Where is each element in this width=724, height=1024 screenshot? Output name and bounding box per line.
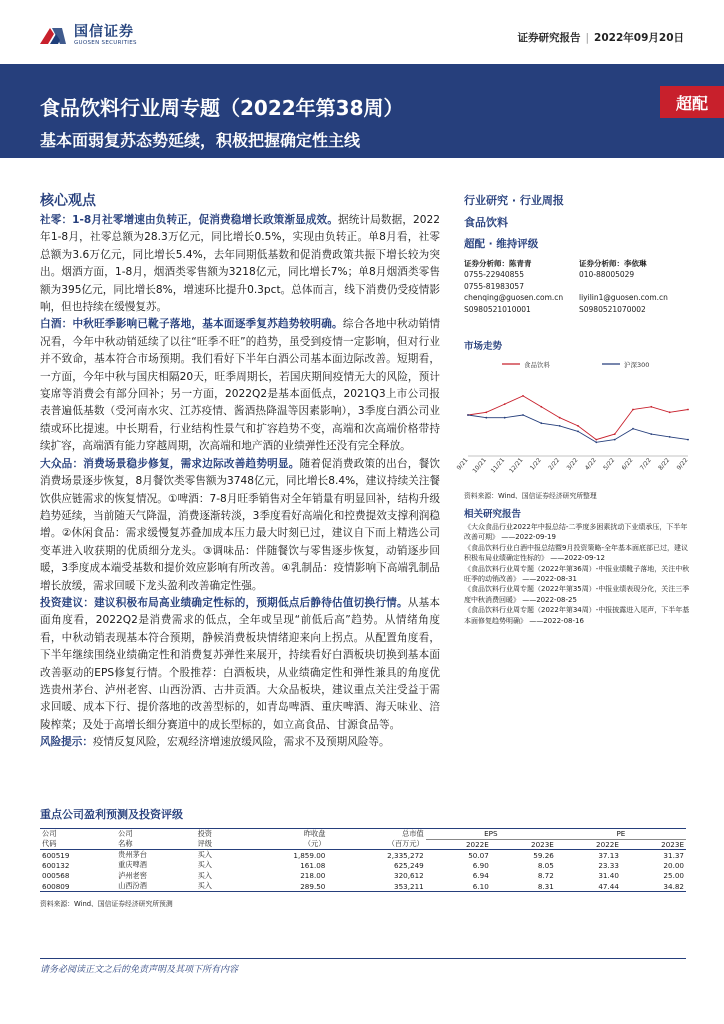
market-title: 市场走势 <box>464 341 503 352</box>
table-cell: 625,249 <box>394 860 424 870</box>
data-point <box>614 439 616 441</box>
report-date: 2022年09月20日 <box>594 32 684 44</box>
core-paragraph <box>40 316 440 455</box>
core-paragraph <box>40 456 440 595</box>
data-point <box>614 433 616 435</box>
data-point <box>522 414 524 416</box>
data-point <box>504 403 506 405</box>
x-tick-label: 4/22 <box>583 456 598 472</box>
th-mcap2: （百万元） <box>327 839 425 850</box>
table-row <box>40 850 686 861</box>
related-item[interactable]: 《食品饮料行业白酒中报总结暨9月投资策略-全年基本面底部已过，建议积极布局业绩确定性标的》 ——2022-09-12 <box>464 543 688 563</box>
x-tick-label: 7/22 <box>638 456 653 472</box>
th-pe: PE <box>556 829 686 840</box>
x-tick-label: 11/21 <box>489 456 507 475</box>
table-header-row <box>40 829 686 840</box>
paragraph-highlight: 风险提示： <box>40 736 93 749</box>
industry-name: 食品饮料 <box>464 216 508 229</box>
analyst-email[interactable]: chenqing@guosen.com.cn <box>464 293 564 303</box>
table-cell: 6.94 <box>472 871 489 881</box>
table-cell: 6.90 <box>472 860 489 870</box>
table-cell: 50.07 <box>468 850 489 860</box>
th-code2: 代码 <box>40 839 116 850</box>
th-price: 昨收盘 <box>240 829 327 840</box>
table-source: 资料来源：Wind、国信证券经济研究所预测 <box>40 900 173 908</box>
core-paragraph <box>40 212 440 316</box>
x-tick-label: 3/22 <box>565 456 580 472</box>
analyst-phone: 0755-22940855 <box>464 270 524 280</box>
paragraph-text: 随着促消费政策的出台，餐饮消费场景逐步恢复，8月餐饮类零售额为3748亿元，同比增长8.4%，建议持续关注餐饮供应链需求的恢复情况。①啤酒：7-8月旺季销售对全年销量有明显回补，结构升级趋势延续，当前随天气降温，消费逐渐转淡，3季度看好高端化和控费提效支撑利润稳增。②休闲食品：需求缓慢复苏叠加成本压力最大时刻已过，建议自下而上精选公司变革进入收获期的优质细分龙头。③调味品：伴随餐饮与零售逐步恢复，动销逐步回暖，3季度成本端受基数和提价效应影响有所改善。④乳制品：疫情影响下高端乳制品增长放缓，需求回暖下龙头盈利改善确定性强。 <box>40 457 441 592</box>
analyst-label: 证券分析师：李依琳 <box>579 259 647 268</box>
rating-tag: 超配 <box>660 86 724 118</box>
data-point <box>559 425 561 427</box>
data-point <box>669 436 671 438</box>
paragraph-highlight: 投资建议：建议积极布局高业绩确定性标的，预期低点后静待估值切换行情。 <box>40 596 408 609</box>
data-point <box>687 439 689 441</box>
data-point <box>669 411 671 413</box>
analyst-phone: 0755-81983057 <box>464 281 524 291</box>
paragraph-text: 综合各地中秋动销情况看，今年中秋动销延续了以往“旺季不旺”的趋势，虽受到疫情一定影响，但对行业并不致命，基本符合市场预期。我们看好下半年白酒公司基本面边际改善。短期看，一方面，今年中秋与国庆相隔20天，旺季周期长，若国庆期间疫情无大的风险，预计宴席等消费会有部分回补；另一方面，2022Q2是基本面低点，2021Q3上市公司报表普遍低基数（受河南水灾、江苏疫情、酱酒热降温等因素影响），3季度白酒公司业绩或环比提速。中长期看，行业结构性景气和扩容趋势不变，高端和次高端价格带持续扩容，高端酒有能力穿越周期，次高端和地产酒的业绩弹性还没有完全释放。 <box>40 318 441 453</box>
x-tick-label: 8/22 <box>657 456 672 472</box>
market-chart <box>455 356 694 486</box>
th-eps-y1: 2022E <box>426 839 491 850</box>
table-cell: 重庆啤酒 <box>118 860 147 870</box>
table-cell: 买入 <box>197 850 212 859</box>
related-list <box>464 522 690 626</box>
core-body <box>40 212 440 752</box>
table-header-row <box>40 839 686 850</box>
table-row <box>40 871 686 882</box>
table-cell: 600809 <box>40 881 116 892</box>
related-item[interactable]: 《食品饮料行业周专题（2022年第34周）-中报披露进入尾声，下半年基本面修复趋势明确》 ——2022-08-16 <box>464 606 690 625</box>
core-paragraph <box>40 734 440 751</box>
table-cell: 47.44 <box>556 881 621 892</box>
table-cell: 山西汾酒 <box>116 881 195 892</box>
table-cell: 289.50 <box>240 881 327 892</box>
forecast-table <box>40 828 686 892</box>
related-item[interactable]: 《食品饮料行业周专题（2022年第36周）-中报业绩靴子落地，关注中秋旺季的动销改善》 ——2022-08-31 <box>464 564 690 584</box>
th-code: 公司 <box>40 829 116 840</box>
x-tick-label: 9/21 <box>455 456 470 472</box>
table-cell: 6.10 <box>426 881 491 892</box>
data-point <box>577 425 579 427</box>
footer-divider <box>40 958 686 959</box>
rating-line: 超配 · 维持评级 <box>464 238 539 250</box>
table-cell: 31.37 <box>663 850 684 860</box>
legend-label: 沪深300 <box>624 361 650 369</box>
table-cell: 000568 <box>42 871 70 881</box>
table-cell: 25.00 <box>663 871 684 881</box>
table-cell: 泸州老窖 <box>118 870 147 880</box>
analyst-phone: 010-88005029 <box>579 270 635 280</box>
table-cell: 31.40 <box>598 871 619 881</box>
table-cell: 20.00 <box>663 860 684 870</box>
report-kind: 行业研究 · 行业周报 <box>464 194 564 207</box>
th-rating2: 评级 <box>196 839 241 850</box>
data-point <box>595 439 597 441</box>
analyst-block <box>464 258 694 315</box>
table-row <box>40 881 686 892</box>
data-point <box>650 433 652 435</box>
report-meta: 证券研究报告 | 2022年09月20日 <box>517 32 684 44</box>
related-item[interactable]: 《食品饮料行业周专题（2022年第35周）-中报业绩表现分化，关注三季度中秋消费回暖》 ——2022-08-25 <box>464 585 690 604</box>
table-cell: 218.00 <box>300 871 326 881</box>
table-title: 重点公司盈利预测及投资评级 <box>40 808 183 821</box>
table-cell: 23.33 <box>598 860 619 870</box>
related-title: 相关研究报告 <box>464 509 522 520</box>
analyst-2 <box>579 258 694 315</box>
data-point <box>632 409 634 411</box>
analyst-email[interactable]: liyilin1@guosen.com.cn <box>579 293 668 303</box>
analyst-cert: S0980521010001 <box>464 304 531 314</box>
table-cell: 353,211 <box>327 881 425 892</box>
data-point <box>540 406 542 408</box>
table-cell: 2,335,272 <box>387 850 424 860</box>
paragraph-text: 从基本面角度看，2022Q2是消费需求的低点，全年或呈现“前低后高”趋势。从情绪角度看，中秋动销表现基本符合预期，静候消费板块情绪迎来向上拐点。从配置角度看，下半年继续围绕业绩确定性和消费复苏弹性来展开，持续看好白酒板块切换到基本面改善驱动的EPS修复行情。个股推荐：白酒板块，从业绩确定性和弹性兼具的角度优选贵州茅台、泸州老窖、山西汾酒、古井贡酒。大众品板块，建议重点关注受益于需求回暖、成本下行、提价落地的改善型标的，如青岛啤酒、重庆啤酒、海天味业、涪陵榨菜；及处于高增长细分赛道中的成长型标的，如立高食品、甘源食品等。 <box>40 596 441 731</box>
company-logo <box>38 22 137 50</box>
analyst-cert: S0980521070002 <box>579 304 646 314</box>
data-point <box>595 441 597 443</box>
table-cell: 8.72 <box>537 871 554 881</box>
report-subtitle: 基本面弱复苏态势延续，积极把握确定性主线 <box>40 131 361 150</box>
data-point <box>687 409 689 411</box>
table-cell: 买入 <box>196 881 241 892</box>
guosen-logo-icon <box>38 24 68 48</box>
x-tick-label: 6/22 <box>620 456 635 472</box>
table-cell: 1,859.00 <box>293 850 326 860</box>
th-eps: EPS <box>426 829 556 840</box>
logo-cn: 国信证券 <box>74 24 134 41</box>
data-point <box>540 422 542 424</box>
paragraph-highlight: 大众品：消费场景稳步修复，需求边际改善趋势明显。 <box>40 457 300 470</box>
table-cell: 59.26 <box>533 850 554 860</box>
table-row <box>40 860 686 871</box>
x-tick-label: 9/22 <box>675 456 690 472</box>
table-cell: 600519 <box>42 850 70 860</box>
th-mcap: 总市值 <box>327 829 425 840</box>
th-name2: 名称 <box>116 839 195 850</box>
data-point <box>504 417 506 419</box>
x-tick-label: 12/21 <box>508 456 525 475</box>
th-pe-y1: 2022E <box>556 839 621 850</box>
th-rating: 投资 <box>196 829 241 840</box>
th-price2: （元） <box>240 839 327 850</box>
data-point <box>559 417 561 419</box>
table-cell: 买入 <box>197 870 212 880</box>
analyst-1 <box>464 258 579 315</box>
data-point <box>577 431 579 433</box>
paragraph-highlight: 社零：1-8月社零增速由负转正，促消费稳增长政策渐显成效。 <box>40 214 338 226</box>
related-item[interactable]: 《大众食品行业2022年中报总结-二季度多困素扰动下业绩承压，下半年改善可期》 ——2022-09-19 <box>464 523 688 542</box>
series-line-1 <box>468 415 688 442</box>
table-cell: 37.13 <box>598 850 619 860</box>
data-point <box>485 417 487 419</box>
x-tick-label: 10/21 <box>471 456 488 475</box>
market-chart-svg <box>455 356 694 486</box>
data-point <box>522 395 524 397</box>
table-cell: 8.05 <box>537 860 554 870</box>
footer-disclaimer: 请务必阅读正文之后的免责声明及其项下所有内容 <box>40 965 239 975</box>
paragraph-text: 疫情反复风险，宏观经济增速放缓风险，需求不及预期风险等。 <box>92 736 390 749</box>
table-cell: 买入 <box>197 860 212 870</box>
paragraph-highlight: 白酒：中秋旺季影响已靴子落地，基本面逐季复苏趋势较明确。 <box>40 318 343 331</box>
table-cell: 161.08 <box>300 860 326 870</box>
table-cell: 600132 <box>42 860 70 870</box>
th-pe-y2: 2023E <box>621 839 686 850</box>
report-type: 证券研究报告 <box>517 32 581 44</box>
report-title: 食品饮料行业周专题（2022年第38周） <box>40 96 404 120</box>
table-cell: 贵州茅台 <box>118 850 147 859</box>
core-heading: 核心观点 <box>40 193 96 209</box>
x-tick-label: 5/22 <box>602 456 617 472</box>
th-name: 公司 <box>116 829 195 840</box>
chart-source: 资料来源：Wind、国信证券经济研究所整理 <box>464 492 597 500</box>
data-point <box>485 411 487 413</box>
x-tick-label: 2/22 <box>547 456 562 472</box>
table-cell: 8.31 <box>491 881 556 892</box>
x-tick-label: 1/22 <box>528 456 543 472</box>
data-point <box>467 414 469 416</box>
analyst-label: 证券分析师：陈青青 <box>464 259 532 268</box>
data-point <box>650 406 652 408</box>
legend-label: 食品饮料 <box>524 361 550 369</box>
paragraph-text: 据统计局数据，2022年1-8月，社零总额为28.3万亿元，同比增长0.5%，实现由负转正。单8月看，社零总额为3.6万亿元，同比增长5.4%，去年同期低基数和促消费政策共振下增长较为突出。烟酒方面，1-8月，烟酒类零售额为3218亿元，同比增长7%；单8月烟酒类零售额为395亿元，同比增长8%，增速环比提升0.3pct。总体而言，线下消费仍受疫情影响，但也持续在缓慢复苏。 <box>40 214 441 314</box>
th-eps-y2: 2023E <box>491 839 556 850</box>
core-paragraph <box>40 595 440 734</box>
logo-en: GUOSEN SECURITIES <box>74 40 137 47</box>
table-cell: 320,612 <box>394 871 424 881</box>
data-point <box>632 428 634 430</box>
table-cell: 34.82 <box>621 881 686 892</box>
